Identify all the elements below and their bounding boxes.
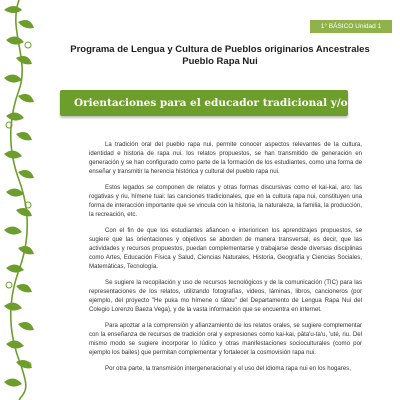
paragraph: Se sugiere la recopilación y uso de recursos tecnológicos y de la comunicación (TIC) para las representaciones de los relatos, utilizando fotografías, videos, láminas, libros, cancioneros (por ejemplo, del proyecto "He puka mo hímene o tātou" del Departamento de Lengua Rapa Nui del Colegio Lorenzo Baeza Vega), y de la vasta información que se encuentra en internet. [89,279,362,313]
leaf-vine-ornament [0,0,38,400]
program-subtitle: Pueblo Rapa Nui [182,56,258,67]
paragraph: Con el fin de que los estudiantes afiancen e interioricen los aprendizajes propuestos, se sugiere que las orientaciones y objetivos se aborden de manera transversal, es decir, que las actividades y recursos propuestos, puedan complementarse y trabajarse desde diversas disciplinas como Artes, Educación Física y Salud, Ciencias Naturales, Historia, Geografía y Ciencias Sociales, Matemáticas, Tecnología. [89,227,362,270]
paragraph: Estos legados se componen de relatos y otras formas discursivas como el kai-kai, aro: las rogativas y riu, hímene tuai: las canciones tradicionales, que en la cultura rapa nui, constituyen una forma de interacción importante que se vincula con la historia, la naturaleza, la familia, la producción, la recreación, etc. [89,184,362,218]
section-banner [60,90,348,135]
paragraph: Para apoztar a la comprensión y afianzamiento de los relatos orales, se sugiere complementar con la enseñanza de recursos de tradición oral y expresiones como kai-kai, pāta'u-ta'u, 'uté, riu. Del mismo modo se sugiere incorporar lo lúdico y otras manifestaciones socioculturales (como por ejemplo los bailes) que permitan complementar y fortalecer la cosmovisión rapa nui. [89,322,362,356]
paragraph: Por otra parte, la transmisión intergeneracional y el uso del idioma rapa nui en los hogares, [105,365,351,372]
grade-badge: 1° BÁSICO Unidad 1 [310,20,392,33]
paragraph: La tradición oral del pueblo rapa nui, permite conocer aspectos relevantes de la cultura, identidad e historia de rapa nui. los relatos propuestos, se han transmitido de generación en generación y se han configurado como parte de la formación de los estudiantes, como una forma de enseñar y transmitir la herencia histórica y cultural del pueblo rapa nui. [89,141,362,175]
program-title: Programa de Lengua y Cultura de Pueblos originarios Ancestrales [70,44,370,55]
body-text [89,140,362,380]
document-heading [40,44,400,68]
section-banner-title: Orientaciones para el educador tradicional y/o docente [74,97,348,135]
